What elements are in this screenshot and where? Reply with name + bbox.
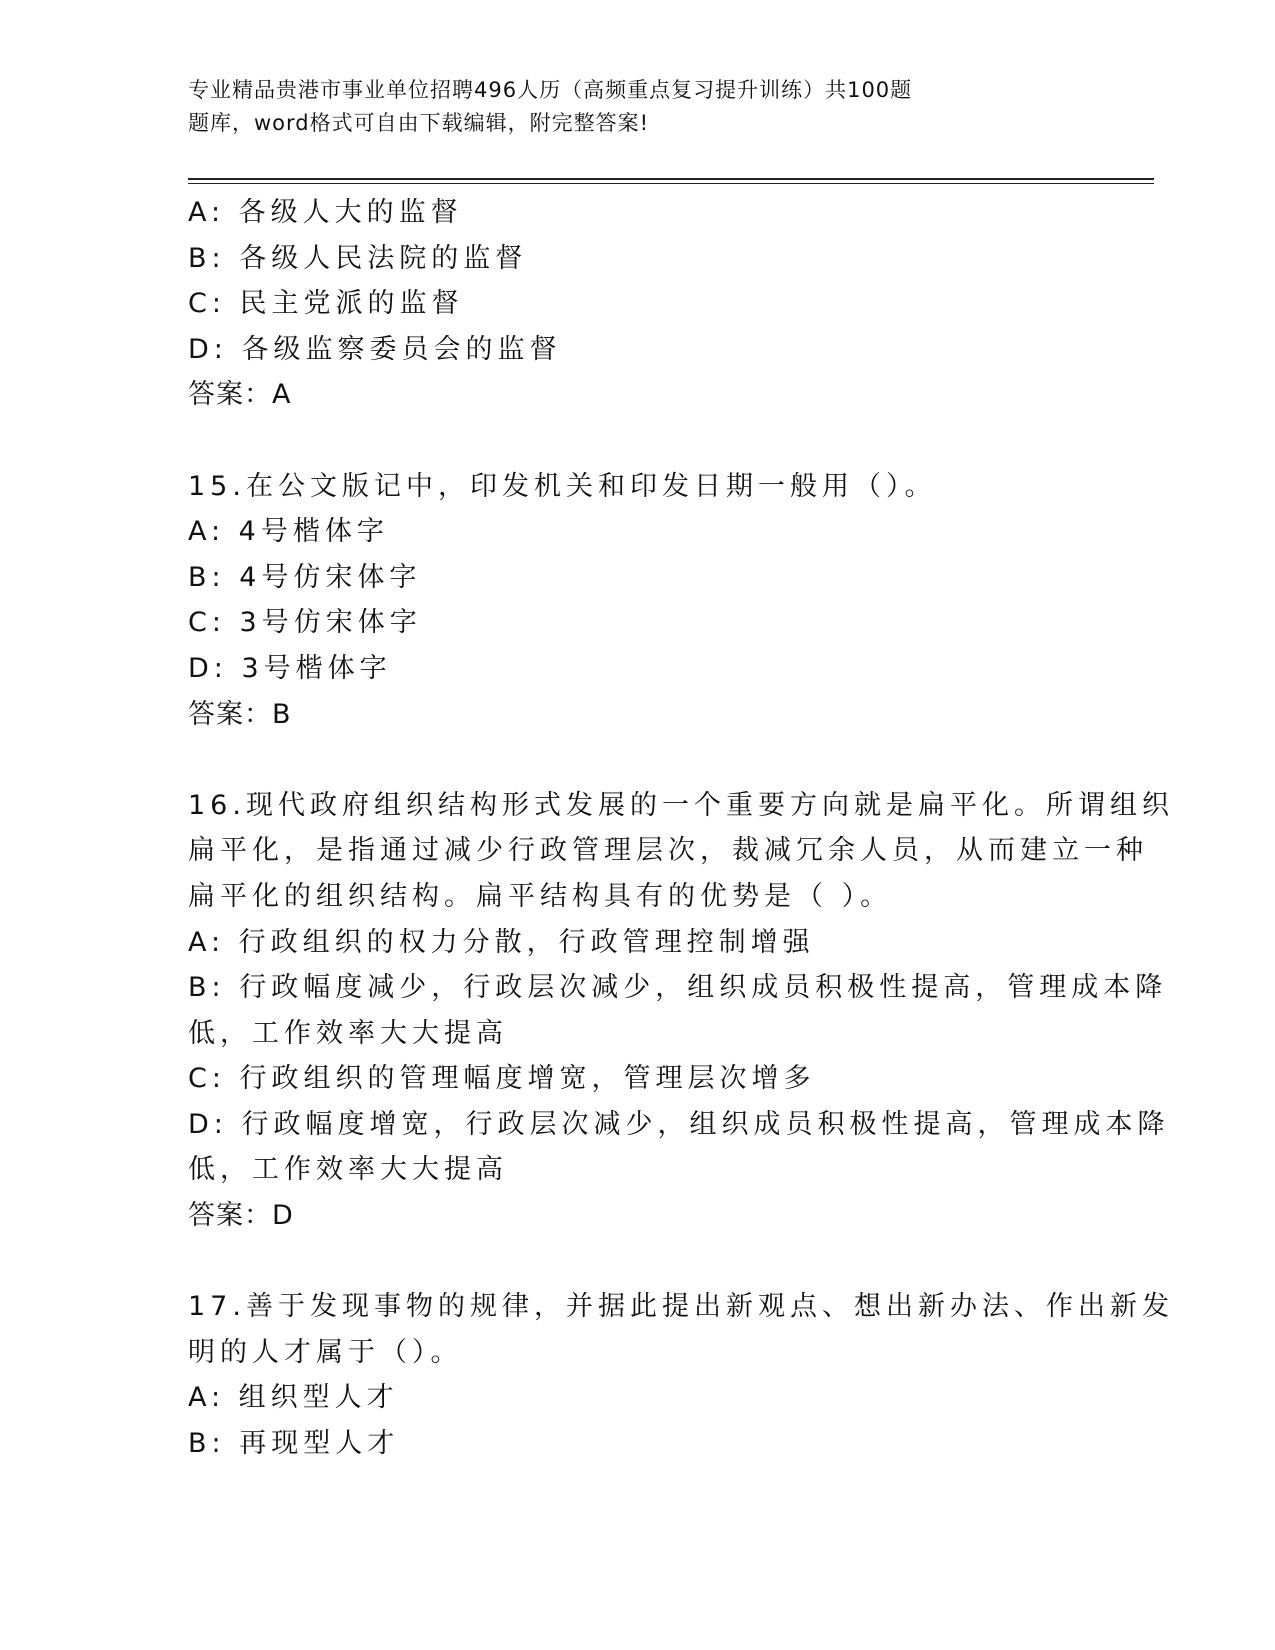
q16-option-c: C: 行政组织的管理幅度增宽，管理层次增多 bbox=[188, 1063, 816, 1095]
q17-stem-line-2: 明的人才属于（）。 bbox=[188, 1336, 463, 1368]
q14-answer: 答案：A bbox=[188, 379, 292, 411]
question-content bbox=[188, 190, 1174, 1467]
q14-option-c: C: 民主党派的监督 bbox=[188, 288, 464, 320]
q16-answer: 答案：D bbox=[188, 1200, 294, 1232]
q15-option-a: A: 4号楷体字 bbox=[188, 516, 389, 548]
header-line-1: 专业精品贵港市事业单位招聘496人历（高频重点复习提升训练）共100题 bbox=[188, 78, 913, 102]
q16-option-a: A: 行政组织的权力分散，行政管理控制增强 bbox=[188, 926, 815, 958]
q16-option-b-line-2: 低，工作效率大大提高 bbox=[188, 1017, 508, 1049]
spacer bbox=[188, 737, 1088, 783]
q16-stem-line-1: 16.现代政府组织结构形式发展的一个重要方向就是扁平化。所谓组织 bbox=[188, 789, 1174, 821]
q17-option-b: B: 再现型人才 bbox=[188, 1428, 400, 1460]
q16-option-b-line-1: B: 行政幅度减少，行政层次减少，组织成员积极性提高，管理成本降 bbox=[188, 972, 1168, 1004]
q15-option-d: D: 3号楷体字 bbox=[188, 652, 392, 684]
q16-stem-line-3: 扁平化的组织结构。扁平结构具有的优势是（ ）。 bbox=[188, 880, 893, 912]
q16-option-d-line-2: 低，工作效率大大提高 bbox=[188, 1154, 508, 1186]
q14-option-b: B: 各级人民法院的监督 bbox=[188, 242, 528, 274]
q16-stem-line-2: 扁平化，是指通过减少行政管理层次，裁减冗余人员，从而建立一种 bbox=[188, 835, 1148, 867]
q15-stem: 15.在公文版记中，印发机关和印发日期一般用（）。 bbox=[188, 470, 937, 502]
q16-option-d-line-1: D: 行政幅度增宽，行政层次减少，组织成员积极性提高，管理成本降 bbox=[188, 1108, 1170, 1140]
q17-option-a: A: 组织型人才 bbox=[188, 1382, 399, 1414]
q14-option-a: A: 各级人大的监督 bbox=[188, 197, 463, 228]
header-divider-thick bbox=[188, 178, 1154, 180]
document-header bbox=[188, 74, 1048, 140]
q15-answer: 答案：B bbox=[188, 698, 292, 730]
header-line-2: 题库，word格式可自由下载编辑，附完整答案! bbox=[188, 111, 650, 135]
spacer bbox=[188, 1239, 1088, 1285]
q15-option-b: B: 4号仿宋体字 bbox=[188, 561, 422, 593]
spacer bbox=[188, 418, 1088, 464]
q14-option-d: D: 各级监察委员会的监督 bbox=[188, 333, 562, 365]
header-divider-thin bbox=[188, 183, 1154, 184]
q15-option-c: C: 3号仿宋体字 bbox=[188, 607, 422, 639]
q17-stem-line-1: 17.善于发现事物的规律，并据此提出新观点、想出新办法、作出新发 bbox=[188, 1291, 1174, 1323]
